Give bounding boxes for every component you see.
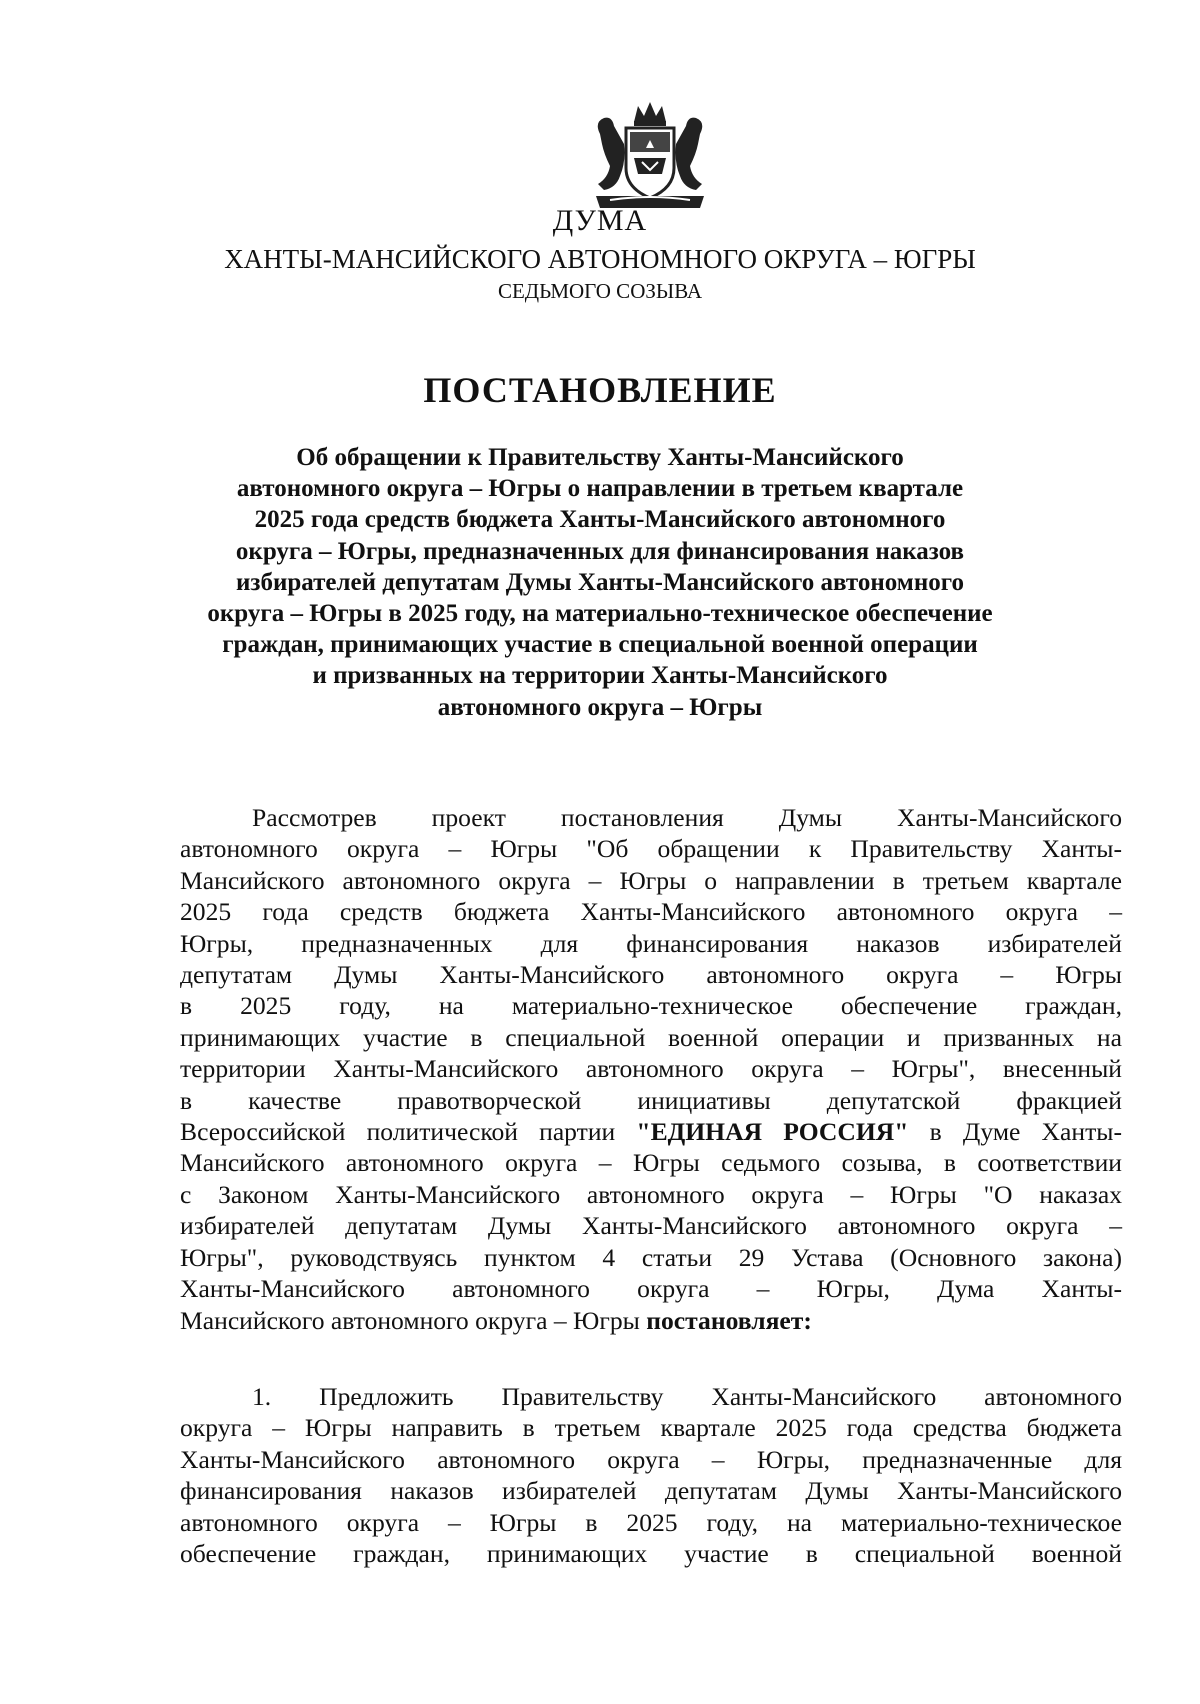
text-line: автономного округа – Югры в 2025 году, на материально-техническое (180, 1507, 1122, 1537)
text-line: финансирования наказов избирателей депутатам Думы Ханты-Мансийского (180, 1476, 1122, 1506)
resolves-word: постановляет: (646, 1305, 812, 1335)
subject-line: Об обращении к Правительству Ханты-Мансийского (296, 444, 904, 471)
text-line: Югры", руководствуясь пунктом 4 статьи 29 Устава (Основного закона) (180, 1242, 1122, 1272)
text-line: в 2025 году, на материально-техническое обеспечение граждан, (180, 991, 1122, 1021)
item-1-paragraph (180, 1381, 1122, 1569)
text-line-party (180, 1116, 1122, 1147)
text-line: Югры, предназначенных для финансирования наказов избирателей (180, 928, 1122, 958)
document-type-heading: ПОСТАНОВЛЕНИЕ (423, 370, 777, 410)
text-line: 1. Предложить Правительству Ханты-Мансийского автономного (252, 1382, 1122, 1411)
text-line: с Законом Ханты-Мансийского автономного округа – Югры "О наказах (180, 1179, 1122, 1209)
text-line: принимающих участие в специальной военной операции и призванных на (180, 1022, 1122, 1052)
text-line: избирателей депутатам Думы Ханты-Мансийского автономного округа – (180, 1211, 1122, 1241)
coat-of-arms-icon (590, 100, 710, 212)
text-segment: в Думе Ханты- (908, 1117, 1122, 1147)
text-line: автономного округа – Югры "Об обращении к Правительству Ханты- (180, 834, 1122, 864)
subject-line: 2025 года средств бюджета Ханты-Мансийского автономного (254, 506, 946, 534)
subject-line: и призванных на территории Ханты-Мансийского (312, 662, 888, 690)
text-line: в качестве правотворческой инициативы депутатской фракцией (180, 1085, 1122, 1115)
text-line: депутатам Думы Ханты-Мансийского автономного округа – Югры (180, 960, 1122, 990)
subject-line: автономного округа – Югры о направлении в третьем квартале (236, 475, 964, 503)
text-line: округа – Югры направить в третьем квартале 2025 года средства бюджета (180, 1413, 1122, 1443)
subject-line: округа – Югры в 2025 году, на материально-техническое обеспечение (207, 600, 993, 628)
subject-line: граждан, принимающих участие в специальной военной операции (222, 631, 978, 659)
text-line: Рассмотрев проект постановления Думы Ханты-Мансийского (252, 803, 1122, 832)
text-line: обеспечение граждан, принимающих участие в специальной военной (180, 1539, 1122, 1569)
subject-line: избирателей депутатам Думы Ханты-Мансийского автономного (236, 568, 964, 596)
region-title: ХАНТЫ-МАНСИЙСКОГО АВТОНОМНОГО ОКРУГА – ЮГРЫ (224, 244, 976, 274)
text-line-resolves (180, 1305, 1122, 1336)
text-line: Мансийского автономного округа – Югры седьмого созыва, в соответствии (180, 1148, 1122, 1178)
organization-title: ДУМА (552, 204, 648, 237)
subject-line: автономного округа – Югры (437, 693, 763, 721)
text-line: 2025 года средств бюджета Ханты-Мансийского автономного округа – (180, 897, 1122, 927)
text-line: территории Ханты-Мансийского автономного округа – Югры", внесенный (180, 1054, 1122, 1084)
text-line: Мансийского автономного округа – Югры о направлении в третьем квартале (180, 865, 1122, 895)
convocation-title: СЕДЬМОГО СОЗЫВА (497, 279, 703, 303)
text-line: Ханты-Мансийского автономного округа – Югры, Дума Ханты- (180, 1274, 1122, 1304)
text-segment: Всероссийской политической партии (180, 1117, 637, 1147)
preamble-paragraph (180, 802, 1122, 1336)
party-name: "ЕДИНАЯ РОССИЯ" (636, 1117, 909, 1147)
document-subject (190, 442, 1010, 723)
text-line: Ханты-Мансийского автономного округа – Югры, предназначенные для (180, 1444, 1122, 1474)
text-segment: Мансийского автономного округа – Югры (180, 1305, 647, 1335)
subject-line: округа – Югры, предназначенных для финансирования наказов (235, 537, 965, 565)
